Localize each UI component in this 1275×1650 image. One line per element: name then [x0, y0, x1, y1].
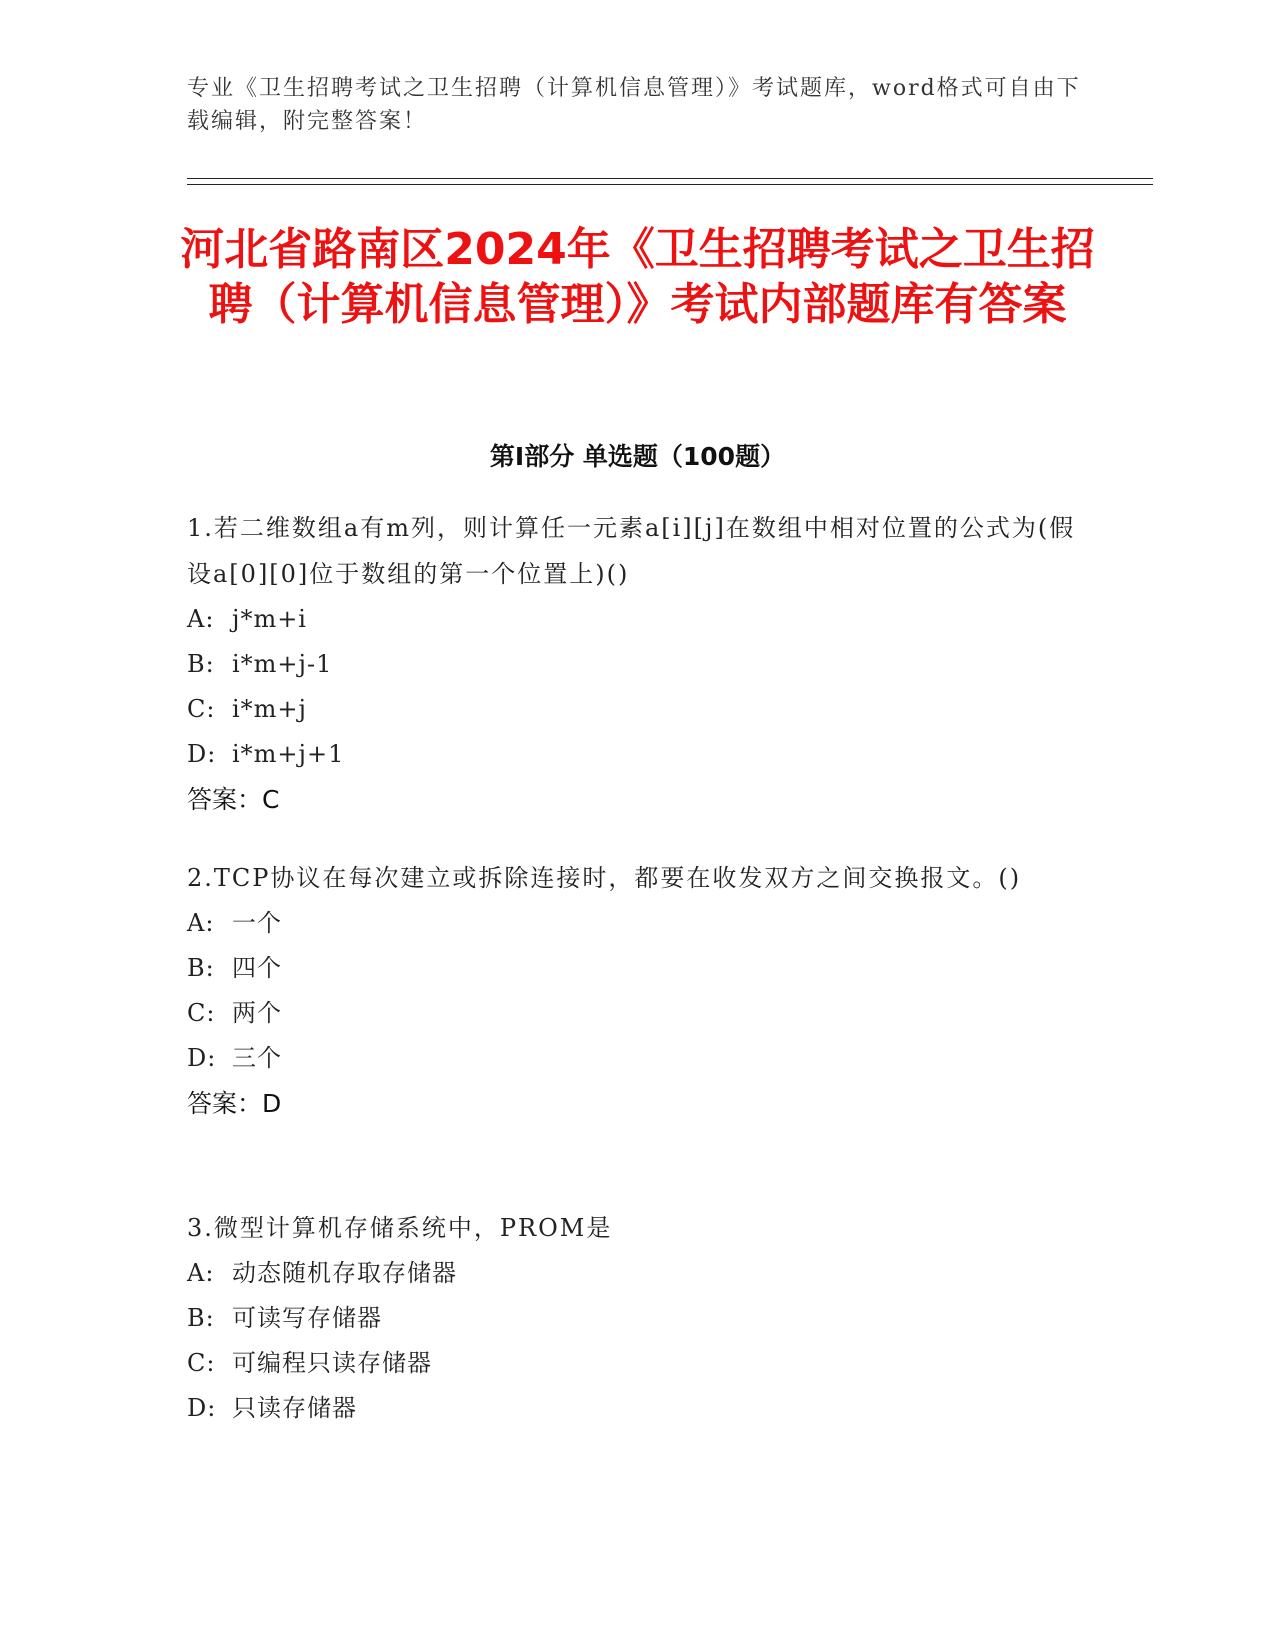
option-key: A:	[187, 605, 215, 633]
option-text: 一个	[232, 909, 282, 937]
option-text: 可读写存储器	[232, 1304, 382, 1332]
option-key: D:	[187, 1394, 217, 1422]
option-text: 三个	[232, 1044, 282, 1072]
header-divider-bottom	[187, 184, 1153, 185]
option-a	[187, 597, 1087, 642]
option-d	[187, 1036, 1087, 1081]
option-c	[187, 1341, 1087, 1386]
option-text: 动态随机存取存储器	[232, 1259, 457, 1287]
option-text: j*m+i	[232, 605, 307, 633]
option-a	[187, 901, 1087, 946]
question-stem: 2.TCP协议在每次建立或拆除连接时，都要在收发双方之间交换报文。()	[187, 864, 1022, 892]
question-3	[187, 1205, 1087, 1431]
option-text: i*m+j	[232, 695, 307, 723]
option-d	[187, 1386, 1087, 1431]
option-text: 只读存储器	[232, 1394, 357, 1422]
option-key: D:	[187, 1044, 217, 1072]
document-title: 河北省路南区2024年《卫生招聘考试之卫生招聘（计算机信息管理）》考试内部题库有答案	[180, 224, 1095, 330]
answer-line: 答案：C	[187, 785, 280, 814]
option-b	[187, 946, 1087, 991]
answer-line: 答案：D	[187, 1089, 282, 1118]
option-key: A:	[187, 1259, 215, 1287]
option-key: B:	[187, 1304, 215, 1332]
option-key: C:	[187, 999, 216, 1027]
option-text: 四个	[232, 954, 282, 982]
option-key: C:	[187, 1349, 216, 1377]
option-text: i*m+j+1	[232, 740, 345, 768]
header-note: 专业《卫生招聘考试之卫生招聘（计算机信息管理）》考试题库，word格式可自由下载编辑，附完整答案！	[187, 76, 1081, 134]
option-key: C:	[187, 695, 216, 723]
option-key: B:	[187, 650, 215, 678]
question-2	[187, 855, 1087, 1126]
option-a	[187, 1251, 1087, 1296]
option-b	[187, 642, 1087, 687]
question-stem: 1.若二维数组a有m列，则计算任一元素a[i][j]在数组中相对位置的公式为(假设a[0][0]位于数组的第一个位置上)()	[187, 514, 1076, 588]
option-text: 两个	[232, 999, 282, 1027]
header-divider-top	[187, 178, 1153, 179]
option-text: 可编程只读存储器	[232, 1349, 432, 1377]
question-1	[187, 505, 1087, 822]
option-d	[187, 732, 1087, 777]
option-b	[187, 1296, 1087, 1341]
option-key: A:	[187, 909, 215, 937]
option-key: D:	[187, 740, 217, 768]
option-text: i*m+j-1	[232, 650, 333, 678]
option-c	[187, 687, 1087, 732]
option-c	[187, 991, 1087, 1036]
question-stem: 3.微型计算机存储系统中，PROM是	[187, 1214, 613, 1242]
section-title: 第Ⅰ部分 单选题（100题）	[489, 442, 786, 471]
option-key: B:	[187, 954, 215, 982]
